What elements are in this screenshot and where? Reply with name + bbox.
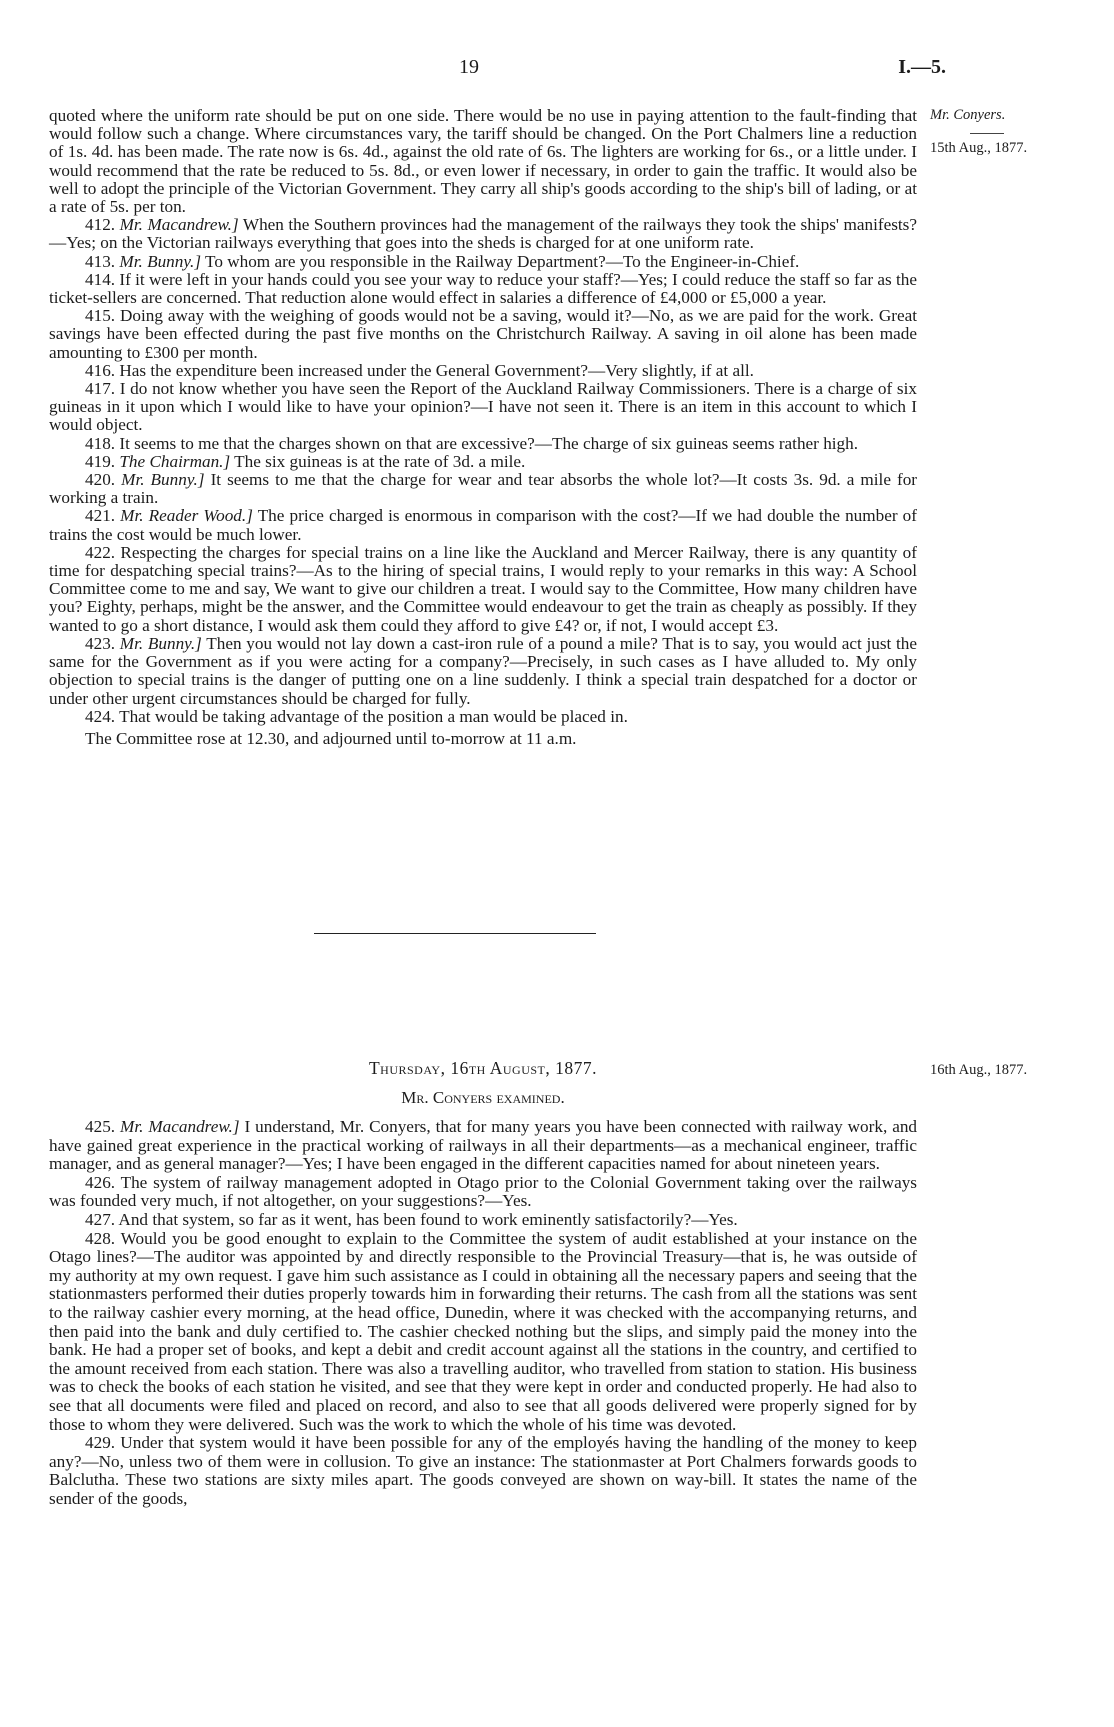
question-422: 422. Respecting the charges for special trains on a line like the Auckland and Mercer Railway, there is any quantity of time for despatching special trains?—As to the hiring of special trains, I would reply to your remarks in this way: A School Committee come to me and say, We want to give our children a treat. I would say to the Committee, How many children have you? Eighty, perhaps, might be the answer, and the Committee would endeavour to get the train as cheaply as possibly. If they wanted to go a short distance, I would ask them could they afford to give £4? or, if not, I would accept £3. (49, 542, 917, 635)
question-421: 421. Mr. Reader Wood.] The price charged is enormous in comparison with the cost?—If we had double the number of trains the cost would be much lower. (49, 506, 917, 544)
question-426: 426. The system of railway management adopted in Otago prior to the Colonial Government taking over the railways was founded very much, if not altogether, on your suggestions?—Yes. (49, 1172, 917, 1211)
question-413: 413. Mr. Bunny.] To whom are you responsible in the Railway Department?—To the Engineer-in-Chief. (85, 251, 800, 271)
margin-dash (970, 133, 1004, 134)
date-heading: Thursday, 16th August, 1877. (368, 1058, 598, 1078)
minutes-section-16-aug (49, 1118, 917, 1508)
question-429: 429. Under that system would it have been possible for any of the employés having the handling of the money to keep any?—No, unless two of them were in collusion. To give an instance: The stationmaster at Port Chalmers forwards goods to Balclutha. These two stations are sixty miles apart. The goods conveyed are shown on way-bill. It states the name of the sender of the goods, (49, 1433, 917, 1508)
question-420: 420. Mr. Bunny.] It seems to me that the charge for wear and tear absorbs the whole lot?—It costs 3s. 9d. a mile for working a train. (49, 470, 918, 508)
speaker: Mr. Bunny.] (119, 251, 202, 271)
document-reference: I.—5. (898, 56, 946, 78)
question-418: 418. It seems to me that the charges shown on that are excessive?—The charge of six guineas seems rather high. (85, 433, 859, 453)
paragraph: quoted where the uniform rate should be put on one side. There would be no use in paying attention to the fault-finding that would follow such a change. Where circumstances vary, the tariff should be changed. On the Port Chalmers line a reduction of 1s. 4d. has been made. The rate now is 6s. 4d., against the old rate of 6s. The lighters are working for 6s., or a little under. I would recommend that the rate be reduced to 5s. 8d., or even lower if necessary, in order to gain the traffic. It would also be well to adopt the principle of the Victorian Government. They carry all ship's goods according to the ship's bill of lading, or at a rate of 5s. per ton. (49, 106, 917, 217)
speaker: Mr. Macandrew.] (120, 1117, 240, 1136)
question-423: 423. Mr. Bunny.] Then you would not lay down a cast-iron rule of a pound a mile? That is to say, you would act just the same for the Government as if you were acting for a company?—Precisely, in such cases as I have alluded to. My only objection to special trains is the danger of putting one on a line suddenly. I think a special train despatched for a doctor or under other urgent circumstances should be charged for fully. (49, 633, 918, 708)
question-425: 425. Mr. Macandrew.] I understand, Mr. Conyers, that for many years you have been connected with railway work, and have gained great experience in the practical working of railways in all their departments—as a mechanical engineer, traffic manager, and as general manager?—Yes; I have been engaged in the different capacities named for about nineteen years. (49, 1117, 918, 1174)
page-number: 19 (459, 56, 479, 78)
question-415: 415. Doing away with the weighing of goods would not be a saving, would it?—No, as we are paid for the work. Great savings have been effected during the past five months on the Christchurch Railway. A saving in oil alone has been made amounting to £300 per month. (49, 306, 917, 362)
margin-witness-name: Mr. Conyers. (930, 107, 1006, 123)
question-427: 427. And that system, so far as it went, has been found to work eminently satisfactorily?—Yes. (85, 1209, 738, 1229)
examined-heading: Mr. Conyers examined. (401, 1088, 565, 1107)
question-424: 424. That would be taking advantage of the position a man would be placed in. (85, 706, 628, 726)
question-414: 414. If it were left in your hands could you see your way to reduce your staff?—Yes; I could reduce the staff so far as the ticket-sellers are concerned. That reduction alone would effect in salaries a difference of £4,000 or £5,000 a year. (49, 269, 917, 308)
question-428: 428. Would you be good enought to explain to the Committee the system of audit established at your instance on the Otago lines?—The auditor was appointed by and directly responsible to the Provincial Treasury—that is, he was outside of my authority at my own request. I gave him such assistance as I could in obtaining all the necessary papers and seeing that the stationmasters performed their duties properly towards him in forwarding their returns. The cash from all the stations was sent to the railway cashier every morning, at the head office, Dunedin, where it was checked with the accompanying returns, and then paid into the bank and duly certified to. The cashier checked nothing but the slips, and simply paid the money into the bank. He had a proper set of books, and kept a debit and credit account against all the stations in the country, and certified to the amount received from each station. There was also a travelling auditor, who travelled from station to station. His business was to check the books of each station he visited, and see that they were kept in order and conducted properly. He had also to see that all documents were filed and placed on record, and also to see that all goods delivered were properly signed for by those to whom they were delivered. Such was the work to which the whole of his time was devoted. (49, 1228, 917, 1434)
question-412: 412. Mr. Macandrew.] When the Southern provinces had the management of the railways they took the ships' manifests?—Yes; on the Victorian railways everything that goes into the sheds is charged for at one uniform rate. (49, 215, 917, 253)
adjournment-note: The Committee rose at 12.30, and adjourned until to-morrow at 11 a.m. (85, 728, 577, 748)
speaker: Mr. Bunny.] (121, 470, 205, 490)
speaker: Mr. Reader Wood.] (120, 506, 253, 526)
section-divider (314, 933, 596, 934)
question-416: 416. Has the expenditure been increased under the General Government?—Very slightly, if at all. (85, 360, 754, 380)
margin-date-1: 15th Aug., 1877. (930, 140, 1028, 156)
margin-date-2: 16th Aug., 1877. (930, 1062, 1028, 1078)
minutes-section-15-aug (49, 107, 917, 748)
margin-note-witness (930, 106, 1110, 157)
question-417: 417. I do not know whether you have seen the Report of the Auckland Railway Commissioners. There is a charge of six guineas in it upon which I would like to have your opinion?—I have not seen it. There is an item in this account to which I would object. (49, 379, 917, 435)
speaker: Mr. Bunny.] (119, 633, 202, 653)
speaker: Mr. Macandrew.] (119, 215, 239, 235)
speaker: The Chairman.] (119, 451, 231, 471)
question-419: 419. The Chairman.] The six guineas is at the rate of 3d. a mile. (85, 451, 526, 471)
